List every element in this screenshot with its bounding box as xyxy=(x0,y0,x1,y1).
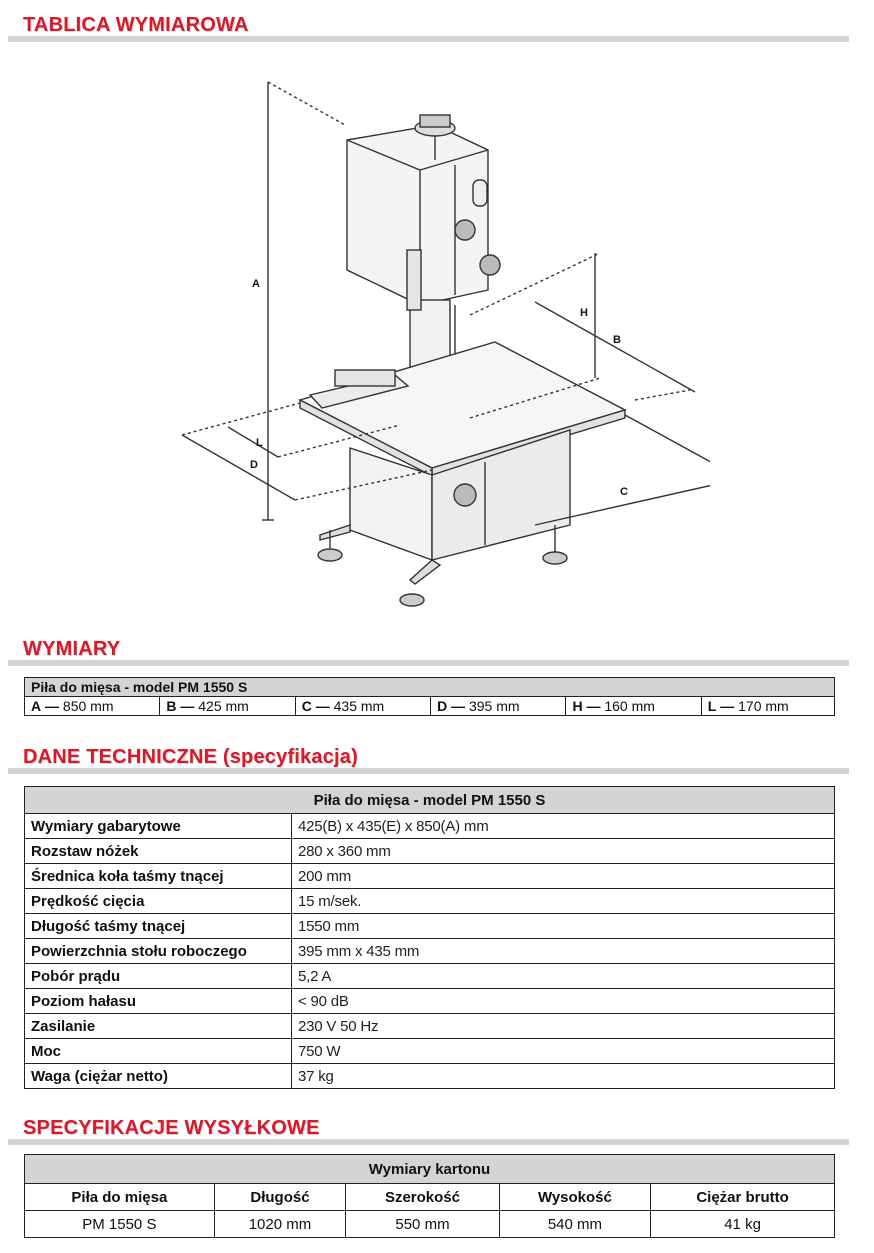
section-heading-technical-data xyxy=(0,746,874,776)
dimensions-caption: Piła do mięsa - model PM 1550 S xyxy=(25,678,835,697)
heading-underline xyxy=(8,660,849,666)
spec-value: 750 W xyxy=(292,1039,835,1064)
heading-text: SPECYFIKACJE WYSYŁKOWE xyxy=(23,1117,320,1139)
table-row xyxy=(25,839,835,864)
table-row xyxy=(25,989,835,1014)
spec-value: 395 mm x 435 mm xyxy=(292,939,835,964)
spec-label: Wymiary gabarytowe xyxy=(25,814,292,839)
column-header: Długość xyxy=(214,1184,346,1211)
spec-label: Prędkość cięcia xyxy=(25,889,292,914)
heading-text: TABLICA WYMIAROWA xyxy=(23,14,249,36)
drawing-label-h: H xyxy=(580,307,588,319)
spec-label: Rozstaw nóżek xyxy=(25,839,292,864)
column-header: Piła do mięsa xyxy=(25,1184,215,1211)
heading-text: WYMIARY xyxy=(23,638,121,660)
table-row xyxy=(25,914,835,939)
spec-label: Średnica koła taśmy tnącej xyxy=(25,864,292,889)
dimension-cell-a: A — 850 mm xyxy=(25,697,160,716)
table-row xyxy=(25,939,835,964)
dimensions-row xyxy=(25,697,835,716)
table-row xyxy=(25,889,835,914)
spec-value: 37 kg xyxy=(292,1064,835,1089)
bandsaw-dimension-drawing xyxy=(170,70,710,615)
dimensions-table xyxy=(24,677,835,716)
table-row xyxy=(25,1014,835,1039)
spec-label: Powierzchnia stołu roboczego xyxy=(25,939,292,964)
drawing-label-d: D xyxy=(250,459,258,471)
table-row xyxy=(25,814,835,839)
drawing-label-a: A xyxy=(252,278,260,290)
table-row xyxy=(25,1039,835,1064)
spec-label: Moc xyxy=(25,1039,292,1064)
technical-specs-table xyxy=(24,786,835,1089)
shipping-value: PM 1550 S xyxy=(25,1211,215,1238)
spec-label: Długość taśmy tnącej xyxy=(25,914,292,939)
spec-label: Waga (ciężar netto) xyxy=(25,1064,292,1089)
spec-value: 15 m/sek. xyxy=(292,889,835,914)
column-header: Wysokość xyxy=(499,1184,650,1211)
spec-value: 1550 mm xyxy=(292,914,835,939)
drawing-label-l: L xyxy=(256,437,263,449)
spec-value: 280 x 360 mm xyxy=(292,839,835,864)
spec-label: Zasilanie xyxy=(25,1014,292,1039)
spec-label: Pobór prądu xyxy=(25,964,292,989)
section-heading-dimensions xyxy=(0,638,874,668)
shipping-caption: Wymiary kartonu xyxy=(25,1155,835,1184)
spec-value: 425(B) x 435(E) x 850(A) mm xyxy=(292,814,835,839)
dimension-cell-l: L — 170 mm xyxy=(701,697,834,716)
spec-value: < 90 dB xyxy=(292,989,835,1014)
table-row xyxy=(25,1211,835,1238)
shipping-header-row xyxy=(25,1184,835,1211)
dimension-cell-h: H — 160 mm xyxy=(566,697,701,716)
shipping-value: 41 kg xyxy=(651,1211,835,1238)
dim-line-l xyxy=(228,427,278,457)
shipping-value: 1020 mm xyxy=(214,1211,346,1238)
spec-value: 5,2 A xyxy=(292,964,835,989)
section-heading-dimension-table xyxy=(0,14,874,44)
dim-line-d xyxy=(182,435,295,500)
shipping-value: 550 mm xyxy=(346,1211,499,1238)
dimension-cell-d: D — 395 mm xyxy=(431,697,566,716)
drawing-label-c: C xyxy=(620,486,628,498)
column-header: Szerokość xyxy=(346,1184,499,1211)
dimension-cell-c: C — 435 mm xyxy=(295,697,430,716)
shipping-table xyxy=(24,1154,835,1238)
table-row xyxy=(25,864,835,889)
table-row xyxy=(25,964,835,989)
section-heading-shipping xyxy=(0,1117,874,1147)
heading-text: DANE TECHNICZNE (specyfikacja) xyxy=(23,746,358,768)
drawing-label-b: B xyxy=(613,334,621,346)
spec-value: 230 V 50 Hz xyxy=(292,1014,835,1039)
specs-caption: Piła do mięsa - model PM 1550 S xyxy=(25,787,835,814)
shipping-value: 540 mm xyxy=(499,1211,650,1238)
spec-value: 200 mm xyxy=(292,864,835,889)
table-row xyxy=(25,1064,835,1089)
dimension-cell-b: B — 425 mm xyxy=(160,697,295,716)
spec-label: Poziom hałasu xyxy=(25,989,292,1014)
column-header: Ciężar brutto xyxy=(651,1184,835,1211)
